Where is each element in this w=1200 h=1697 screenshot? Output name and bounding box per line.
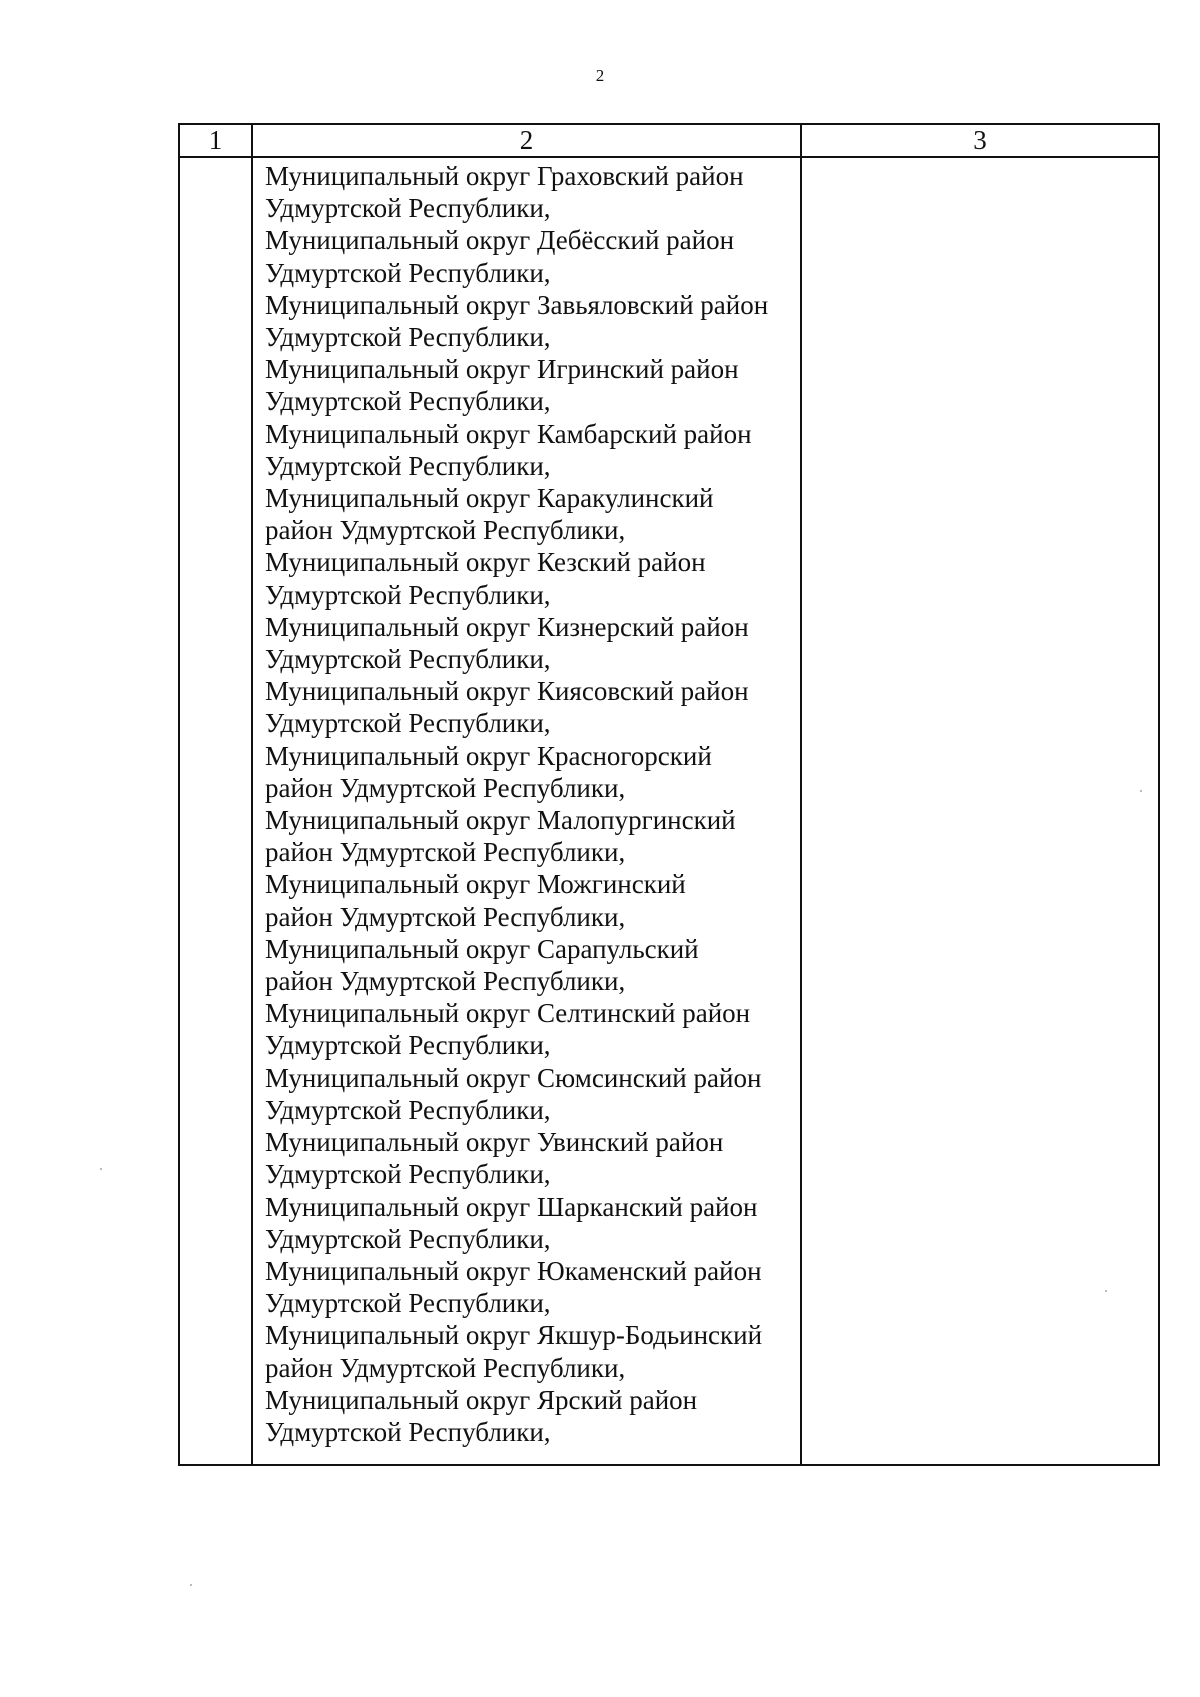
list-item: Удмуртской Республики, <box>265 579 551 610</box>
list-item: Муниципальный округ Малопургинский <box>265 805 736 836</box>
list-item: Муниципальный округ Селтинский район <box>265 998 751 1029</box>
scan-speck <box>1140 790 1142 792</box>
list-item: Муниципальный округ Можгинский <box>265 869 686 900</box>
list-item: район Удмуртской Республики, <box>265 1352 626 1383</box>
list-item: район Удмуртской Республики, <box>265 837 626 868</box>
scan-speck <box>100 1168 102 1170</box>
list-item: Удмуртской Республики, <box>265 193 551 224</box>
list-item: Удмуртской Республики, <box>265 386 551 417</box>
list-item: Удмуртской Республики, <box>265 1416 551 1447</box>
list-item: Муниципальный округ Увинский район <box>265 1127 724 1158</box>
list-item: Удмуртской Республики, <box>265 322 551 353</box>
list-item: Удмуртской Республики, <box>265 1159 551 1190</box>
document-table <box>178 123 1160 1466</box>
page-number: 2 <box>595 66 605 85</box>
list-item: район Удмуртской Республики, <box>265 515 626 546</box>
table-row <box>179 157 1159 1465</box>
list-item: район Удмуртской Республики, <box>265 901 626 932</box>
list-item: Муниципальный округ Юкаменский район <box>265 1255 762 1286</box>
list-item: Удмуртской Республики, <box>265 1288 551 1319</box>
list-item: Удмуртской Республики, <box>265 450 551 481</box>
list-item: Муниципальный округ Завьяловский район <box>265 289 769 320</box>
list-item: Удмуртской Республики, <box>265 708 551 739</box>
municipality-list-cell <box>252 157 801 1465</box>
column-header-3: 3 <box>801 124 1159 157</box>
list-item: Удмуртской Республики, <box>265 644 551 675</box>
column-3-cell <box>801 157 1159 1465</box>
list-item: Муниципальный округ Граховский район <box>265 161 744 191</box>
list-item: Муниципальный округ Кезский район <box>265 547 706 578</box>
municipality-list <box>253 158 800 1448</box>
list-item: район Удмуртской Республики, <box>265 772 626 803</box>
list-item: Муниципальный округ Киясовский район <box>265 676 749 707</box>
list-item: Муниципальный округ Ярский район <box>265 1384 698 1415</box>
list-item: Удмуртской Республики, <box>265 1223 551 1254</box>
scan-speck <box>190 1584 192 1586</box>
list-item: Муниципальный округ Камбарский район <box>265 418 752 449</box>
list-item: район Удмуртской Республики, <box>265 966 626 997</box>
table-header-row <box>179 124 1159 157</box>
list-item: Удмуртской Республики, <box>265 1030 551 1061</box>
scan-speck <box>1105 1290 1107 1292</box>
list-item: Муниципальный округ Сарапульский <box>265 933 699 964</box>
column-1-cell <box>179 157 252 1465</box>
list-item: Удмуртской Республики, <box>265 1094 551 1125</box>
list-item: Муниципальный округ Сюмсинский район <box>265 1062 762 1093</box>
list-item: Удмуртской Республики, <box>265 257 551 288</box>
list-item: Муниципальный округ Кизнерский район <box>265 611 749 642</box>
column-header-2: 2 <box>252 124 801 157</box>
list-item: Муниципальный округ Игринский район <box>265 354 739 385</box>
list-item: Муниципальный округ Шарканский район <box>265 1191 758 1222</box>
list-item: Муниципальный округ Красногорский <box>265 740 712 771</box>
list-item: Муниципальный округ Якшур-Бодьинский <box>265 1320 763 1351</box>
list-item: Муниципальный округ Дебёсский район <box>265 225 735 256</box>
list-item: Муниципальный округ Каракулинский <box>265 483 714 514</box>
column-header-1: 1 <box>179 124 252 157</box>
